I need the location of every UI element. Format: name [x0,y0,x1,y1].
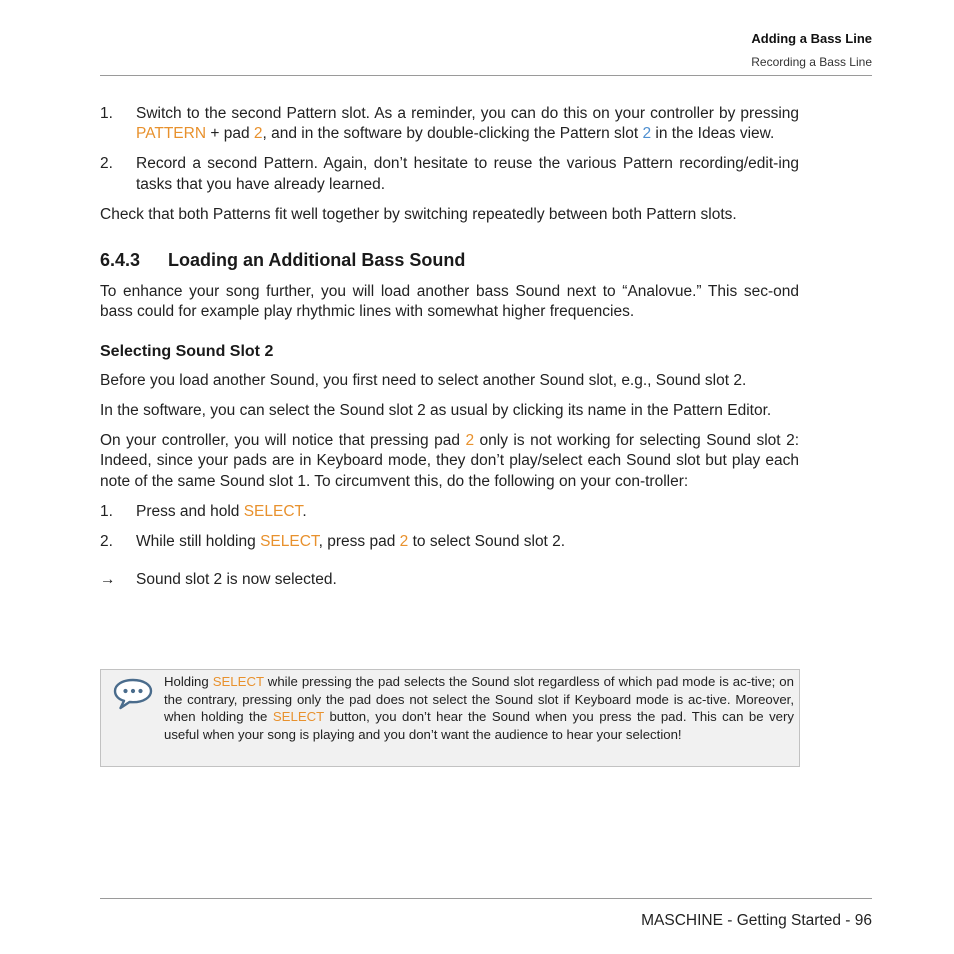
step-text: to select Sound slot 2. [408,533,566,551]
keyword-pad-number: 2 [465,432,475,450]
keyword-select: SELECT [272,709,324,725]
tip-box [100,669,800,767]
paragraph: Before you load another Sound, you first need to select another Sound slot, e.g., Sound slot 2. [100,371,747,389]
list-item [100,502,799,522]
tip-text [164,673,794,743]
page-footer: MASCHINE - Getting Started - 96 [641,912,872,929]
keyword-pattern: PATTERN [136,125,207,143]
keyword-select: SELECT [212,674,264,689]
paragraph-text: On your controller, you will notice that pressing pad [100,432,466,450]
step-text: While still holding [136,533,261,551]
list-number: 1. [100,105,113,122]
list-item [100,532,799,552]
paragraph: In the software, you can select the Sound slot 2 as usual by clicking its name in the Pattern Editor. [100,402,772,420]
paragraph: Check that both Patterns fit well together by switching repeatedly between both Pattern slots. [100,205,737,223]
keyword-select: SELECT [243,502,303,520]
result-text: Sound slot 2 is now selected. [136,571,337,589]
tip-text-part: button, you don’t hear the Sound when you press the pad. This can be very useful when your song is playing and you don’t want the audience to hear your selection! [164,709,795,742]
step-text: + pad [206,125,254,143]
paragraph [100,431,799,492]
result-line [100,570,799,590]
running-header-subtitle: Recording a Bass Line [751,55,872,69]
step-text: Record a second Pattern. Again, don’t hesitate to reuse the various Pattern recording/edit-ing tasks that you have already learned. [136,155,799,193]
list-item [100,104,799,144]
paragraph: To enhance your song further, you will load another bass Sound next to “Analovue.” This sec-ond bass could for example play rhythmic lines with somewhat higher frequencies. [100,283,799,321]
footer-rule [100,898,872,899]
tip-text-part: Holding [164,674,213,689]
list-number: 1. [100,502,113,520]
list-number: 2. [100,155,113,173]
section-number: 6.4.3 [100,250,141,271]
keyword-select: SELECT [260,533,319,551]
step-text: , and in the software by double-clicking the Pattern slot [262,125,643,143]
page-body [100,104,799,590]
section-title: Loading an Additional Bass Sound [168,250,466,271]
step-text: Press and hold [136,502,244,520]
paragraph-text: only is not working for selecting Sound slot 2: Indeed, since your pads are in Keyboard mode, they don’t play/select each Sound slot but play each note of the same Sound slot 1. To circumvent this, do the following on your con-troller: [100,432,799,490]
step-text: in the Ideas view. [651,125,775,143]
subheading: Selecting Sound Slot 2 [100,342,274,360]
running-header-title: Adding a Bass Line [751,31,872,46]
step-text: , press pad [318,533,400,551]
section-heading [100,250,799,270]
speech-bubble-icon [113,678,153,710]
header-rule [100,75,872,76]
step-text: Switch to the second Pattern slot. As a reminder, you can do this on your controller by pressing [136,105,799,122]
step-text: . [302,502,307,520]
list-item [100,154,799,194]
keyword-pad-number: 2 [253,125,263,143]
result-arrow-icon: → [100,571,116,589]
keyword-pad-number: 2 [399,533,409,551]
tip-text-part: while pressing the pad selects the Sound slot regardless of which pad mode is ac-tive; on the contrary, pressing only the pad does not select the Sound slot if Keyboard mode is ac-tive. Moreover, when holding the [164,674,794,725]
pattern-slot-number: 2 [642,125,652,143]
list-number: 2. [100,533,113,551]
